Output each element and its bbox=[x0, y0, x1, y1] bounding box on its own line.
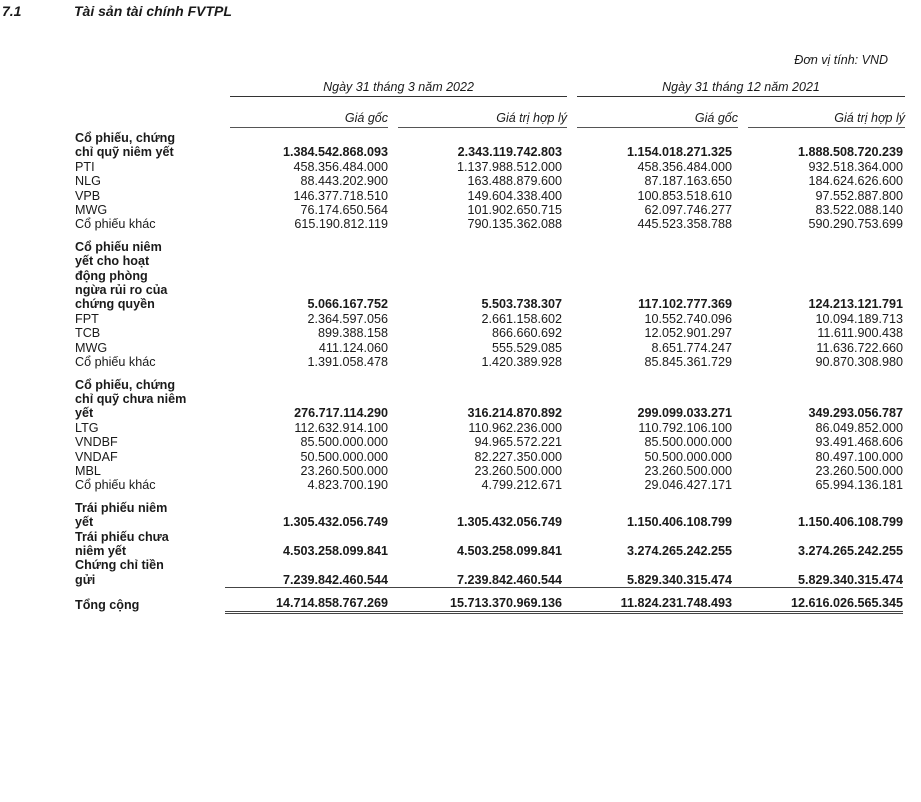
cell-value: 149.604.338.400 bbox=[467, 188, 562, 203]
cell-value: 1.150.406.108.799 bbox=[626, 515, 732, 530]
row-label: VNDAF bbox=[75, 449, 118, 464]
cell-value: 85.845.361.729 bbox=[644, 355, 732, 370]
cell-value bbox=[225, 131, 388, 145]
row-label: chứng quyền bbox=[75, 297, 155, 312]
cell-value: 94.965.572.221 bbox=[474, 435, 562, 450]
cell-value: 15.713.370.969.136 bbox=[388, 588, 562, 612]
cell-value: 29.046.427.171 bbox=[644, 478, 732, 493]
row-label: Cổ phiếu khác bbox=[75, 478, 156, 493]
cell-value: 14.714.858.767.269 bbox=[225, 588, 388, 612]
cell-value: 86.049.852.000 bbox=[815, 420, 903, 435]
cell-value: 10.552.740.096 bbox=[644, 311, 732, 326]
cell-value bbox=[732, 392, 903, 406]
table-row bbox=[75, 573, 903, 588]
cell-value: 85.500.000.000 bbox=[644, 435, 732, 450]
cell-value bbox=[225, 254, 388, 268]
cell-value: 349.293.056.787 bbox=[808, 406, 903, 421]
cell-value: 2.661.158.602 bbox=[481, 311, 562, 326]
row-label: Tổng cộng bbox=[75, 597, 140, 612]
cell-value: 458.356.484.000 bbox=[293, 159, 388, 174]
cell-value: 62.097.746.277 bbox=[644, 203, 732, 218]
cell-value: 23.260.500.000 bbox=[300, 463, 388, 478]
cell-value: 4.503.258.099.841 bbox=[456, 543, 562, 558]
table-row bbox=[75, 530, 903, 544]
cell-value bbox=[562, 558, 732, 572]
cell-value bbox=[388, 392, 562, 406]
table-row bbox=[75, 269, 903, 283]
table-row bbox=[75, 341, 903, 355]
cell-value: 124.213.121.791 bbox=[808, 297, 903, 312]
cell-value: 12.616.026.565.345 bbox=[732, 588, 903, 612]
cell-value: 112.632.914.100 bbox=[294, 420, 388, 435]
cell-value: 88.443.202.900 bbox=[300, 174, 388, 189]
cell-value: 12.052.901.297 bbox=[644, 326, 732, 341]
table-row bbox=[75, 406, 903, 420]
cell-value bbox=[732, 232, 903, 254]
table-row bbox=[75, 421, 903, 435]
row-label: Trái phiếu niêm bbox=[75, 500, 168, 515]
row-label: TCB bbox=[75, 326, 101, 341]
cell-value bbox=[225, 232, 388, 254]
cell-value: 3.274.265.242.255 bbox=[797, 543, 903, 558]
col-header-cost-2022: Giá gốc bbox=[230, 111, 388, 128]
cell-value: 11.636.722.660 bbox=[816, 340, 903, 355]
row-label: Trái phiếu chưa bbox=[75, 529, 169, 544]
cell-value: 163.488.879.600 bbox=[467, 174, 562, 189]
cell-value: 146.377.718.510 bbox=[293, 188, 388, 203]
row-label: FPT bbox=[75, 311, 99, 326]
table-row bbox=[75, 544, 903, 558]
cell-value: 82.227.350.000 bbox=[474, 449, 562, 464]
table-row bbox=[75, 450, 903, 464]
cell-value: 790.135.362.088 bbox=[467, 217, 562, 232]
cell-value bbox=[732, 493, 903, 515]
cell-value: 411.124.060 bbox=[318, 340, 388, 355]
cell-value: 4.823.700.190 bbox=[307, 478, 388, 493]
row-label: chỉ quỹ niêm yết bbox=[75, 145, 174, 160]
cell-value: 50.500.000.000 bbox=[300, 449, 388, 464]
cell-value bbox=[388, 254, 562, 268]
cell-value: 1.305.432.056.749 bbox=[456, 515, 562, 530]
row-label: LTG bbox=[75, 420, 99, 435]
row-label: Cổ phiếu khác bbox=[75, 355, 156, 370]
cell-value: 90.870.308.980 bbox=[815, 355, 903, 370]
cell-value: 76.174.650.564 bbox=[300, 203, 388, 218]
cell-value bbox=[732, 254, 903, 268]
cell-value: 5.503.738.307 bbox=[481, 297, 562, 312]
cell-value: 11.611.900.438 bbox=[817, 326, 903, 341]
cell-value bbox=[388, 283, 562, 297]
cell-value: 7.239.842.460.544 bbox=[225, 573, 388, 588]
table-row bbox=[75, 189, 903, 203]
row-label: VPB bbox=[75, 188, 101, 203]
cell-value: 11.824.231.748.493 bbox=[562, 588, 732, 612]
cell-value: 1.137.988.512.000 bbox=[456, 159, 562, 174]
cell-value: 866.660.692 bbox=[491, 326, 562, 341]
cell-value: 4.503.258.099.841 bbox=[282, 543, 388, 558]
cell-value: 8.651.774.247 bbox=[651, 340, 732, 355]
row-label: yết bbox=[75, 515, 94, 530]
cell-value: 590.290.753.699 bbox=[808, 217, 903, 232]
cell-value bbox=[225, 558, 388, 572]
cell-value bbox=[562, 232, 732, 254]
row-label: MWG bbox=[75, 340, 108, 355]
cell-value: 10.094.189.713 bbox=[815, 311, 903, 326]
cell-value: 1.150.406.108.799 bbox=[797, 515, 903, 530]
row-label: MBL bbox=[75, 463, 101, 478]
table-row bbox=[75, 203, 903, 217]
row-label: gửi bbox=[75, 573, 96, 588]
cell-value: 1.391.058.478 bbox=[307, 355, 388, 370]
cell-value: 23.260.500.000 bbox=[474, 463, 562, 478]
row-label: NLG bbox=[75, 174, 101, 189]
cell-value bbox=[388, 370, 562, 392]
cell-value: 110.962.236.000 bbox=[468, 420, 562, 435]
cell-value: 458.356.484.000 bbox=[637, 159, 732, 174]
cell-value: 5.829.340.315.474 bbox=[562, 573, 732, 588]
section-number: 7.1 bbox=[2, 3, 22, 19]
cell-value bbox=[562, 131, 732, 145]
cell-value: 85.500.000.000 bbox=[300, 435, 388, 450]
table-row bbox=[75, 478, 903, 492]
row-label: Cổ phiếu, chứng bbox=[75, 377, 176, 392]
cell-value: 555.529.085 bbox=[491, 340, 562, 355]
row-label: Cổ phiếu niêm bbox=[75, 239, 162, 254]
cell-value bbox=[732, 131, 903, 145]
cell-value bbox=[388, 269, 562, 283]
row-label: yết cho hoạt bbox=[75, 254, 150, 269]
cell-value: 1.888.508.720.239 bbox=[797, 145, 903, 160]
cell-value bbox=[732, 530, 903, 544]
table-row bbox=[75, 355, 903, 369]
row-label: yết bbox=[75, 406, 94, 421]
table-row bbox=[75, 464, 903, 478]
cell-value bbox=[388, 558, 562, 572]
cell-value: 1.305.432.056.749 bbox=[282, 515, 388, 530]
table-row bbox=[75, 160, 903, 174]
cell-value bbox=[732, 558, 903, 572]
cell-value bbox=[225, 530, 388, 544]
cell-value bbox=[562, 254, 732, 268]
cell-value: 3.274.265.242.255 bbox=[626, 543, 732, 558]
table-row bbox=[75, 232, 903, 254]
cell-value bbox=[562, 530, 732, 544]
cell-value: 276.717.114.290 bbox=[294, 406, 388, 421]
table-row bbox=[75, 217, 903, 231]
table-row bbox=[75, 370, 903, 392]
cell-value: 65.994.136.181 bbox=[815, 478, 903, 493]
unit-label: Đơn vị tính: VND bbox=[794, 53, 888, 67]
cell-value: 80.497.100.000 bbox=[815, 449, 903, 464]
table-row bbox=[75, 283, 903, 297]
cell-value bbox=[225, 370, 388, 392]
table-row bbox=[75, 297, 903, 311]
cell-value bbox=[225, 269, 388, 283]
row-label: niêm yết bbox=[75, 543, 127, 558]
row-label: VNDBF bbox=[75, 435, 118, 450]
cell-value: 184.624.626.600 bbox=[808, 174, 903, 189]
cell-value bbox=[562, 493, 732, 515]
table-row bbox=[75, 326, 903, 340]
cell-value: 50.500.000.000 bbox=[644, 449, 732, 464]
table-row bbox=[75, 312, 903, 326]
cell-value: 87.187.163.650 bbox=[644, 174, 732, 189]
row-label: Chứng chỉ tiền bbox=[75, 558, 164, 573]
cell-value bbox=[225, 493, 388, 515]
row-label: động phòng bbox=[75, 268, 148, 283]
cell-value: 5.829.340.315.474 bbox=[732, 573, 903, 588]
cell-value bbox=[225, 283, 388, 297]
cell-value: 1.420.389.928 bbox=[481, 355, 562, 370]
table-row bbox=[75, 515, 903, 529]
table-row bbox=[75, 558, 903, 572]
cell-value bbox=[388, 493, 562, 515]
table-row bbox=[75, 493, 903, 515]
cell-value: 97.552.887.800 bbox=[815, 188, 903, 203]
cell-value bbox=[732, 283, 903, 297]
table-row bbox=[75, 174, 903, 188]
cell-value bbox=[225, 392, 388, 406]
row-label: MWG bbox=[75, 203, 108, 218]
cell-value: 101.902.650.715 bbox=[467, 203, 562, 218]
column-group-2021: Ngày 31 tháng 12 năm 2021 bbox=[577, 80, 905, 97]
cell-value bbox=[732, 370, 903, 392]
cell-value: 83.522.088.140 bbox=[815, 203, 903, 218]
col-header-cost-2021: Giá gốc bbox=[577, 111, 738, 128]
cell-value bbox=[562, 370, 732, 392]
cell-value: 117.102.777.369 bbox=[638, 297, 732, 312]
table-row bbox=[75, 254, 903, 268]
cell-value: 615.190.812.119 bbox=[294, 217, 388, 232]
cell-value bbox=[562, 392, 732, 406]
col-header-fair-value-2022: Giá trị hợp lý bbox=[398, 111, 567, 128]
cell-value: 5.066.167.752 bbox=[307, 297, 388, 312]
cell-value: 1.384.542.868.093 bbox=[282, 145, 388, 160]
cell-value bbox=[388, 232, 562, 254]
fvtpl-table bbox=[75, 131, 903, 614]
cell-value: 316.214.870.892 bbox=[467, 406, 562, 421]
table-row bbox=[75, 392, 903, 406]
row-label: PTI bbox=[75, 159, 95, 174]
cell-value: 2.364.597.056 bbox=[307, 311, 388, 326]
column-group-2022: Ngày 31 tháng 3 năm 2022 bbox=[230, 80, 567, 97]
cell-value bbox=[562, 269, 732, 283]
cell-value: 899.388.158 bbox=[317, 326, 388, 341]
cell-value: 100.853.518.610 bbox=[637, 188, 732, 203]
cell-value: 2.343.119.742.803 bbox=[457, 145, 562, 160]
cell-value: 4.799.212.671 bbox=[481, 478, 562, 493]
cell-value: 7.239.842.460.544 bbox=[388, 573, 562, 588]
cell-value: 93.491.468.606 bbox=[815, 435, 903, 450]
total-row bbox=[75, 588, 903, 612]
cell-value: 23.260.500.000 bbox=[815, 463, 903, 478]
cell-value bbox=[562, 283, 732, 297]
col-header-fair-value-2021: Giá trị hợp lý bbox=[748, 111, 905, 128]
section-title: Tài sản tài chính FVTPL bbox=[74, 3, 232, 19]
row-label: ngừa rủi ro của bbox=[75, 283, 168, 298]
cell-value bbox=[388, 131, 562, 145]
cell-value: 110.792.106.100 bbox=[638, 420, 732, 435]
cell-value: 299.099.033.271 bbox=[637, 406, 732, 421]
cell-value: 1.154.018.271.325 bbox=[626, 145, 732, 160]
cell-value: 932.518.364.000 bbox=[808, 159, 903, 174]
cell-value: 445.523.358.788 bbox=[637, 217, 732, 232]
table-row bbox=[75, 131, 903, 145]
table-row bbox=[75, 435, 903, 449]
cell-value bbox=[388, 530, 562, 544]
cell-value bbox=[732, 269, 903, 283]
row-label: chỉ quỹ chưa niêm bbox=[75, 391, 187, 406]
row-label: Cổ phiếu, chứng bbox=[75, 131, 176, 145]
table-row bbox=[75, 145, 903, 159]
cell-value: 23.260.500.000 bbox=[644, 463, 732, 478]
row-label: Cổ phiếu khác bbox=[75, 217, 156, 232]
